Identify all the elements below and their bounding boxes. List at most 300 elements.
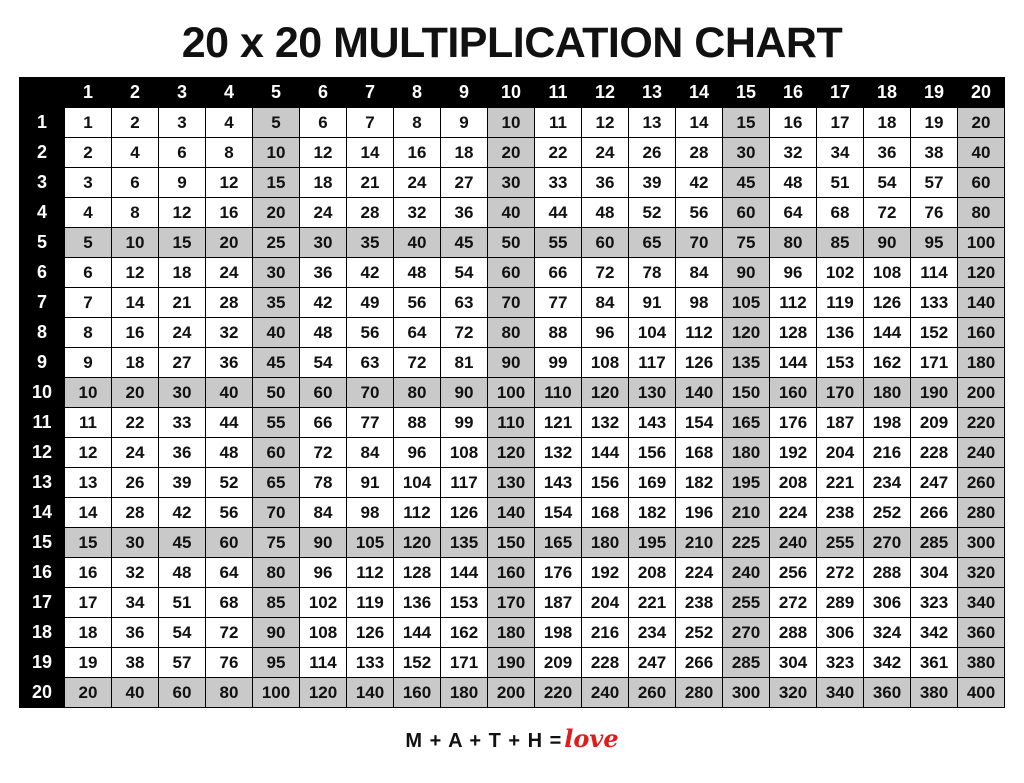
table-cell: 187	[817, 408, 864, 438]
table-cell: 8	[65, 318, 112, 348]
table-cell: 208	[629, 558, 676, 588]
table-cell: 21	[159, 288, 206, 318]
table-cell: 40	[112, 678, 159, 708]
table-cell: 15	[723, 108, 770, 138]
table-cell: 14	[112, 288, 159, 318]
table-cell: 84	[676, 258, 723, 288]
table-cell: 72	[206, 618, 253, 648]
column-header-5: 5	[253, 78, 300, 108]
table-cell: 15	[159, 228, 206, 258]
table-cell: 105	[723, 288, 770, 318]
row-header-17: 17	[20, 588, 65, 618]
table-cell: 63	[441, 288, 488, 318]
table-cell: 54	[441, 258, 488, 288]
table-cell: 18	[300, 168, 347, 198]
column-header-14: 14	[676, 78, 723, 108]
table-cell: 12	[65, 438, 112, 468]
table-cell: 200	[488, 678, 535, 708]
table-cell: 160	[958, 318, 1005, 348]
table-cell: 64	[394, 318, 441, 348]
table-cell: 68	[206, 588, 253, 618]
table-cell: 60	[253, 438, 300, 468]
table-cell: 81	[441, 348, 488, 378]
table-cell: 180	[441, 678, 488, 708]
table-cell: 169	[629, 468, 676, 498]
table-cell: 20	[112, 378, 159, 408]
table-cell: 30	[112, 528, 159, 558]
table-cell: 220	[958, 408, 1005, 438]
table-cell: 24	[159, 318, 206, 348]
table-cell: 228	[911, 438, 958, 468]
table-cell: 380	[958, 648, 1005, 678]
table-cell: 24	[300, 198, 347, 228]
table-cell: 340	[958, 588, 1005, 618]
table-header	[20, 78, 1005, 108]
table-cell: 60	[159, 678, 206, 708]
table-cell: 114	[300, 648, 347, 678]
table-cell: 192	[770, 438, 817, 468]
table-cell: 13	[65, 468, 112, 498]
table-cell: 280	[676, 678, 723, 708]
table-cell: 400	[958, 678, 1005, 708]
table-cell: 54	[864, 168, 911, 198]
table-cell: 210	[723, 498, 770, 528]
table-cell: 99	[535, 348, 582, 378]
table-cell: 88	[394, 408, 441, 438]
table-cell: 16	[65, 558, 112, 588]
table-cell: 112	[770, 288, 817, 318]
row-header-13: 13	[20, 468, 65, 498]
table-cell: 288	[864, 558, 911, 588]
table-cell: 64	[206, 558, 253, 588]
table-cell: 196	[676, 498, 723, 528]
table-cell: 80	[770, 228, 817, 258]
table-cell: 342	[911, 618, 958, 648]
table-cell: 57	[911, 168, 958, 198]
table-cell: 110	[535, 378, 582, 408]
table-cell: 133	[911, 288, 958, 318]
table-cell: 5	[65, 228, 112, 258]
table-cell: 90	[488, 348, 535, 378]
table-cell: 238	[817, 498, 864, 528]
table-cell: 17	[817, 108, 864, 138]
table-cell: 75	[253, 528, 300, 558]
table-cell: 84	[300, 498, 347, 528]
table-cell: 10	[112, 228, 159, 258]
table-cell: 34	[817, 138, 864, 168]
table-cell: 98	[676, 288, 723, 318]
table-cell: 3	[65, 168, 112, 198]
row-header-8: 8	[20, 318, 65, 348]
table-cell: 136	[394, 588, 441, 618]
table-cell: 72	[441, 318, 488, 348]
column-header-6: 6	[300, 78, 347, 108]
table-cell: 255	[817, 528, 864, 558]
table-cell: 132	[535, 438, 582, 468]
table-cell: 270	[723, 618, 770, 648]
table-cell: 152	[394, 648, 441, 678]
table-cell: 30	[488, 168, 535, 198]
table-cell: 209	[911, 408, 958, 438]
table-cell: 342	[864, 648, 911, 678]
table-cell: 220	[535, 678, 582, 708]
table-cell: 117	[629, 348, 676, 378]
table-cell: 96	[394, 438, 441, 468]
table-cell: 112	[394, 498, 441, 528]
table-cell: 144	[864, 318, 911, 348]
table-cell: 65	[253, 468, 300, 498]
table-cell: 380	[911, 678, 958, 708]
table-cell: 132	[582, 408, 629, 438]
table-cell: 80	[958, 198, 1005, 228]
table-cell: 133	[347, 648, 394, 678]
table-cell: 96	[770, 258, 817, 288]
table-cell: 14	[65, 498, 112, 528]
table-cell: 26	[112, 468, 159, 498]
table-cell: 16	[206, 198, 253, 228]
table-cell: 30	[723, 138, 770, 168]
table-cell: 16	[394, 138, 441, 168]
table-cell: 198	[535, 618, 582, 648]
table-cell: 6	[65, 258, 112, 288]
table-cell: 12	[582, 108, 629, 138]
table-cell: 48	[300, 318, 347, 348]
table-cell: 108	[864, 258, 911, 288]
table-cell: 66	[300, 408, 347, 438]
column-header-7: 7	[347, 78, 394, 108]
table-cell: 4	[65, 198, 112, 228]
table-cell: 100	[958, 228, 1005, 258]
table-cell: 165	[535, 528, 582, 558]
row-header-4: 4	[20, 198, 65, 228]
table-cell: 300	[958, 528, 1005, 558]
table-cell: 126	[676, 348, 723, 378]
table-cell: 96	[582, 318, 629, 348]
table-cell: 6	[159, 138, 206, 168]
table-cell: 204	[817, 438, 864, 468]
table-cell: 42	[676, 168, 723, 198]
table-cell: 60	[488, 258, 535, 288]
table-cell: 221	[629, 588, 676, 618]
table-cell: 240	[723, 558, 770, 588]
table-cell: 20	[253, 198, 300, 228]
table-cell: 80	[488, 318, 535, 348]
table-cell: 45	[253, 348, 300, 378]
table-row	[20, 528, 1005, 558]
table-cell: 156	[582, 468, 629, 498]
table-cell: 168	[676, 438, 723, 468]
table-cell: 240	[958, 438, 1005, 468]
table-cell: 64	[770, 198, 817, 228]
table-cell: 140	[488, 498, 535, 528]
table-row	[20, 138, 1005, 168]
table-cell: 4	[206, 108, 253, 138]
table-row	[20, 618, 1005, 648]
table-cell: 130	[629, 378, 676, 408]
column-header-8: 8	[394, 78, 441, 108]
table-cell: 288	[770, 618, 817, 648]
table-cell: 171	[441, 648, 488, 678]
table-cell: 60	[206, 528, 253, 558]
table-cell: 60	[582, 228, 629, 258]
table-cell: 195	[629, 528, 676, 558]
table-cell: 128	[770, 318, 817, 348]
table-cell: 18	[112, 348, 159, 378]
table-cell: 12	[112, 258, 159, 288]
table-cell: 18	[864, 108, 911, 138]
table-cell: 36	[112, 618, 159, 648]
table-cell: 45	[441, 228, 488, 258]
table-cell: 130	[488, 468, 535, 498]
table-cell: 176	[535, 558, 582, 588]
table-cell: 20	[206, 228, 253, 258]
row-header-20: 20	[20, 678, 65, 708]
table-cell: 119	[817, 288, 864, 318]
table-cell: 117	[441, 468, 488, 498]
table-corner-cell	[20, 78, 65, 108]
table-cell: 180	[723, 438, 770, 468]
table-cell: 200	[958, 378, 1005, 408]
table-cell: 168	[582, 498, 629, 528]
table-cell: 209	[535, 648, 582, 678]
table-cell: 112	[676, 318, 723, 348]
table-cell: 54	[159, 618, 206, 648]
table-cell: 60	[300, 378, 347, 408]
table-cell: 80	[394, 378, 441, 408]
table-cell: 320	[958, 558, 1005, 588]
table-cell: 70	[347, 378, 394, 408]
table-row	[20, 348, 1005, 378]
table-cell: 24	[394, 168, 441, 198]
table-row	[20, 558, 1005, 588]
table-cell: 15	[65, 528, 112, 558]
table-cell: 32	[394, 198, 441, 228]
table-cell: 18	[65, 618, 112, 648]
table-row	[20, 318, 1005, 348]
table-cell: 60	[723, 198, 770, 228]
row-header-14: 14	[20, 498, 65, 528]
table-cell: 48	[582, 198, 629, 228]
table-cell: 52	[206, 468, 253, 498]
table-cell: 160	[394, 678, 441, 708]
table-cell: 153	[441, 588, 488, 618]
table-cell: 160	[770, 378, 817, 408]
table-cell: 32	[206, 318, 253, 348]
column-header-13: 13	[629, 78, 676, 108]
row-header-1: 1	[20, 108, 65, 138]
column-header-16: 16	[770, 78, 817, 108]
table-cell: 80	[253, 558, 300, 588]
table-cell: 289	[817, 588, 864, 618]
table-cell: 56	[676, 198, 723, 228]
table-cell: 72	[300, 438, 347, 468]
table-cell: 160	[488, 558, 535, 588]
table-cell: 104	[394, 468, 441, 498]
table-cell: 14	[676, 108, 723, 138]
table-cell: 105	[347, 528, 394, 558]
table-cell: 152	[911, 318, 958, 348]
table-cell: 340	[817, 678, 864, 708]
column-header-15: 15	[723, 78, 770, 108]
table-cell: 45	[159, 528, 206, 558]
table-cell: 108	[582, 348, 629, 378]
table-cell: 72	[394, 348, 441, 378]
table-cell: 60	[958, 168, 1005, 198]
table-cell: 84	[582, 288, 629, 318]
table-cell: 2	[65, 138, 112, 168]
table-row	[20, 648, 1005, 678]
table-cell: 170	[488, 588, 535, 618]
table-cell: 210	[676, 528, 723, 558]
row-header-16: 16	[20, 558, 65, 588]
table-cell: 240	[582, 678, 629, 708]
table-cell: 90	[864, 228, 911, 258]
table-cell: 120	[488, 438, 535, 468]
table-cell: 18	[441, 138, 488, 168]
table-cell: 120	[958, 258, 1005, 288]
table-cell: 57	[159, 648, 206, 678]
table-cell: 70	[253, 498, 300, 528]
table-cell: 187	[535, 588, 582, 618]
row-header-15: 15	[20, 528, 65, 558]
table-cell: 360	[958, 618, 1005, 648]
table-cell: 85	[253, 588, 300, 618]
table-cell: 165	[723, 408, 770, 438]
table-cell: 38	[911, 138, 958, 168]
table-cell: 56	[394, 288, 441, 318]
table-row	[20, 588, 1005, 618]
table-cell: 32	[112, 558, 159, 588]
table-cell: 104	[629, 318, 676, 348]
table-cell: 252	[676, 618, 723, 648]
table-cell: 48	[770, 168, 817, 198]
column-header-2: 2	[112, 78, 159, 108]
table-cell: 40	[488, 198, 535, 228]
table-cell: 4	[112, 138, 159, 168]
table-cell: 25	[253, 228, 300, 258]
table-cell: 12	[206, 168, 253, 198]
table-cell: 260	[629, 678, 676, 708]
table-cell: 24	[206, 258, 253, 288]
table-cell: 126	[347, 618, 394, 648]
table-cell: 2	[112, 108, 159, 138]
table-cell: 12	[300, 138, 347, 168]
table-cell: 255	[723, 588, 770, 618]
table-cell: 95	[911, 228, 958, 258]
table-cell: 26	[629, 138, 676, 168]
table-cell: 98	[347, 498, 394, 528]
table-row	[20, 258, 1005, 288]
row-header-7: 7	[20, 288, 65, 318]
table-cell: 40	[394, 228, 441, 258]
table-cell: 300	[723, 678, 770, 708]
table-cell: 9	[159, 168, 206, 198]
table-cell: 77	[347, 408, 394, 438]
row-header-6: 6	[20, 258, 65, 288]
table-cell: 120	[394, 528, 441, 558]
table-cell: 56	[347, 318, 394, 348]
row-header-2: 2	[20, 138, 65, 168]
table-cell: 180	[864, 378, 911, 408]
table-cell: 90	[441, 378, 488, 408]
table-cell: 135	[723, 348, 770, 378]
table-cell: 120	[582, 378, 629, 408]
table-cell: 247	[629, 648, 676, 678]
table-cell: 126	[864, 288, 911, 318]
table-cell: 204	[582, 588, 629, 618]
table-cell: 78	[629, 258, 676, 288]
table-cell: 110	[488, 408, 535, 438]
row-header-3: 3	[20, 168, 65, 198]
table-cell: 150	[488, 528, 535, 558]
table-cell: 30	[253, 258, 300, 288]
table-cell: 44	[535, 198, 582, 228]
table-cell: 77	[535, 288, 582, 318]
table-cell: 190	[911, 378, 958, 408]
table-cell: 119	[347, 588, 394, 618]
table-cell: 51	[817, 168, 864, 198]
table-cell: 28	[347, 198, 394, 228]
table-cell: 33	[159, 408, 206, 438]
table-row	[20, 498, 1005, 528]
table-cell: 252	[864, 498, 911, 528]
table-row	[20, 468, 1005, 498]
table-cell: 9	[65, 348, 112, 378]
table-cell: 36	[582, 168, 629, 198]
table-cell: 121	[535, 408, 582, 438]
table-row	[20, 108, 1005, 138]
table-cell: 144	[394, 618, 441, 648]
footer-love-word: love	[564, 724, 619, 753]
table-cell: 54	[300, 348, 347, 378]
table-cell: 143	[535, 468, 582, 498]
table-cell: 42	[300, 288, 347, 318]
table-cell: 33	[535, 168, 582, 198]
table-cell: 156	[629, 438, 676, 468]
multiplication-table-container	[19, 77, 1005, 708]
table-cell: 10	[65, 378, 112, 408]
column-header-12: 12	[582, 78, 629, 108]
table-cell: 45	[723, 168, 770, 198]
table-cell: 320	[770, 678, 817, 708]
table-cell: 72	[864, 198, 911, 228]
table-cell: 216	[582, 618, 629, 648]
table-cell: 70	[676, 228, 723, 258]
table-row	[20, 438, 1005, 468]
table-cell: 36	[864, 138, 911, 168]
table-cell: 38	[112, 648, 159, 678]
table-cell: 323	[817, 648, 864, 678]
table-cell: 153	[817, 348, 864, 378]
table-cell: 50	[488, 228, 535, 258]
table-cell: 3	[159, 108, 206, 138]
table-cell: 140	[958, 288, 1005, 318]
footer-note	[0, 708, 1024, 753]
table-cell: 150	[723, 378, 770, 408]
table-cell: 90	[253, 618, 300, 648]
table-cell: 22	[535, 138, 582, 168]
table-cell: 39	[629, 168, 676, 198]
table-cell: 20	[65, 678, 112, 708]
table-cell: 72	[582, 258, 629, 288]
table-cell: 28	[676, 138, 723, 168]
table-cell: 108	[441, 438, 488, 468]
table-cell: 144	[582, 438, 629, 468]
table-cell: 140	[676, 378, 723, 408]
row-header-9: 9	[20, 348, 65, 378]
table-cell: 55	[535, 228, 582, 258]
table-cell: 51	[159, 588, 206, 618]
